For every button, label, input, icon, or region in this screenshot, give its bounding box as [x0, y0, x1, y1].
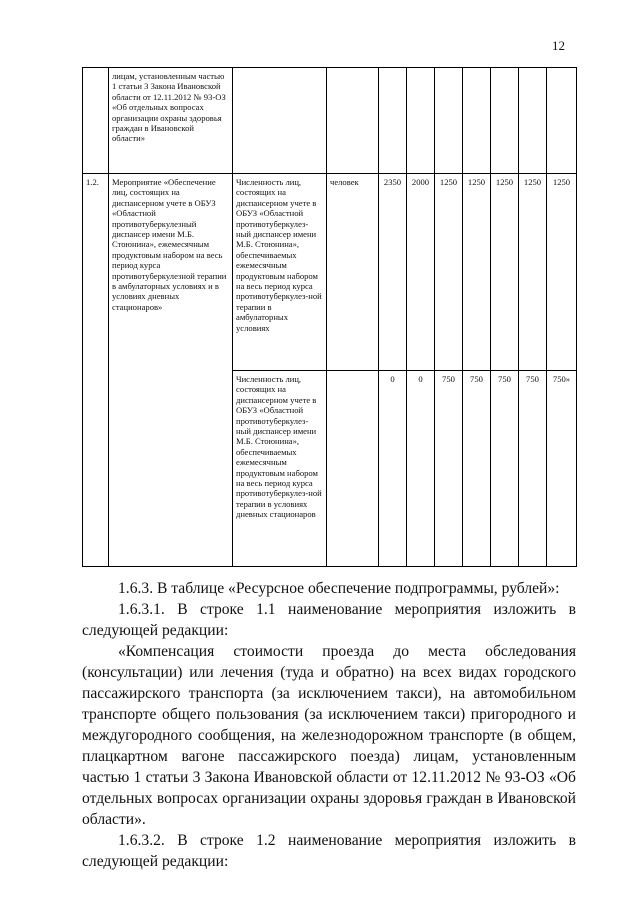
value-cell: 0 — [407, 371, 435, 567]
table-row — [83, 68, 577, 174]
paragraph: 1.6.3.2. В строке 1.2 наименование мероприятия изложить в — [118, 832, 576, 849]
unit-cell: человек — [327, 174, 379, 371]
paragraph: 1.6.3.1. В строке 1.1 наименование мероприятия изложить в — [118, 601, 576, 618]
body-text — [82, 578, 576, 872]
value-cell: 750 — [435, 371, 463, 567]
value-cell: 750 — [491, 371, 519, 567]
value-cell: 1250 — [547, 174, 577, 371]
value-cell: 1250 — [519, 174, 547, 371]
value-cell: 750» — [547, 371, 577, 567]
paragraph: «Компенсация стоимости проезда до места обследования — [118, 643, 576, 660]
indicator-cell — [233, 68, 327, 174]
paragraph: 1.6.3. В таблице «Ресурсное обеспечение подпрограммы, рублей»: — [118, 580, 560, 597]
activity-name-cell: лицам, установленным частью 1 статьи 3 Закона Ивановской области от 12.11.2012 № 93-ОЗ «Об отдельных вопросах организации охраны здоровья граждан в Ивановской области» — [109, 68, 233, 174]
indicator-cell: Численность лиц, состоящих на диспансерном учете в ОБУЗ «Областной противотуберкулез-ный диспансер имени М.Б. Стоюнина», обеспечиваемых ежемесячным продуктовым набором на весь период курса противотуберкулез-ной терапии в условиях дневных стационаров — [233, 371, 327, 567]
activity-name-cell: Мероприятие «Обеспечение лиц, состоящих на диспансерном учете в ОБУЗ «Областной противотуберкулезный диспансер имени М.Б. Стоюнина», ежемесячным продуктовым набором на весь период курса противотуберкулезной терапии в амбулаторных условиях и в условиях дневных стационаров» — [109, 174, 233, 567]
row-number-cell: 1.2. — [83, 174, 109, 567]
unit-cell — [327, 68, 379, 174]
value-cell: 2350 — [379, 174, 407, 371]
value-cell — [547, 68, 577, 174]
value-cell — [519, 68, 547, 174]
paragraph: (консультации) или лечения (туда и обратно) на всех видах городского пассажирского транспорта (за исключением такси), на автомобильном транспорте общего пользования (за исключением такси) пригородного и междугородного сообщения, на железнодорожном транспорте (в общем, плацкартном вагоне пассажирского поезда) лицам, установленным частью 1 статьи 3 Закона Ивановской области от 12.11.2012 № 93-ОЗ «Об отдельных вопросах организации охраны здоровья граждан в Ивановской области». — [82, 664, 576, 828]
value-cell: 750 — [463, 371, 491, 567]
value-cell — [491, 68, 519, 174]
value-cell — [435, 68, 463, 174]
page-number: 12 — [552, 38, 565, 53]
unit-cell — [327, 371, 379, 567]
value-cell: 750 — [519, 371, 547, 567]
table-row — [83, 174, 577, 371]
value-cell: 1250 — [435, 174, 463, 371]
value-cell — [407, 68, 435, 174]
value-cell: 0 — [379, 371, 407, 567]
paragraph: следующей редакции: — [82, 853, 229, 870]
value-cell: 1250 — [491, 174, 519, 371]
row-number-cell — [83, 68, 109, 174]
value-cell: 1250 — [463, 174, 491, 371]
indicators-table — [82, 67, 577, 567]
value-cell — [379, 68, 407, 174]
paragraph: следующей редакции: — [82, 622, 229, 639]
value-cell — [463, 68, 491, 174]
indicator-cell: Численность лиц, состоящих на диспансерном учете в ОБУЗ «Областной противотуберкулез-ный диспансер имени М.Б. Стоюнина», обеспечиваемых ежемесячным продуктовым набором на весь период курса противотуберкулез-ной терапии в амбулаторных условиях — [233, 174, 327, 371]
value-cell: 2000 — [407, 174, 435, 371]
